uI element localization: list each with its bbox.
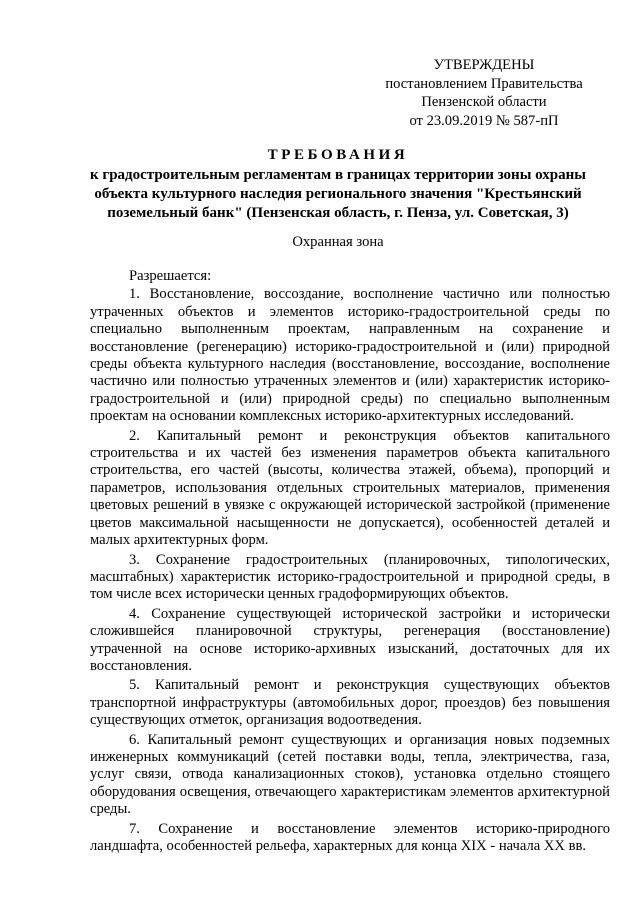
zone-heading: Охранная зона	[292, 234, 384, 250]
requirement-item: 1. Восстановление, воссоздание, восполнение частично или полностью утраченных объектов и элементов историко-градостроительной среды по специально выполненным проектам, направленным на сохранение и восстановление (регенерацию) историко-градостроительной и (или) природной среды объекта культурного наследия (восстановление, воссоздание, восполнение частично или полностью утраченных элементов и (или) характеристик историко-градостроительной и (или) природной среды) по специально выполненным проектам на основании комплексных историко-архитектурных исследований.	[90, 286, 610, 425]
title-heading: ТРЕБОВАНИЯ	[267, 147, 409, 163]
requirement-item: 2. Капитальный ремонт и реконструкция объектов капитального строительства и их частей без изменения параметров объекта капитального строительства, его частей (высоты, количества этажей, объема), пропорций и параметров, использования отдельных строительных материалов, применения цветовых решений в увязке с окружающей исторической застройкой (применение цветов максимальной насыщенности не допускается), особенностей деталей и малых архитектурных форм.	[90, 427, 610, 549]
requirement-item: 3. Сохранение градостроительных (планировочных, типологических, масштабных) характеристик историко-градостроительной и природной среды, в том числе всех исторически ценных градоформирующих объектов.	[90, 551, 610, 603]
requirements-body	[90, 268, 610, 857]
requirement-item: 6. Капитальный ремонт существующих и организация новых подземных инженерных коммуникаций (сетей поставки воды, тепла, электричества, газа, услуг связи, отвода канализационных стоков), установка отдельно стоящего оборудования освещения, отвечающего характеристикам элементов архитектурной среды.	[90, 731, 610, 818]
document-title	[70, 146, 606, 223]
approval-block	[360, 56, 608, 130]
requirement-item: 7. Сохранение и восстановление элементов историко-природного ландшафта, особенностей рельефа, характерных для конца XIX - начала XX вв.	[90, 820, 610, 854]
approval-line-4: от 23.09.2019 № 587-пП	[409, 112, 559, 129]
approval-line-1: УТВЕРЖДЕНЫ	[433, 57, 535, 73]
intro-text: Разрешается:	[129, 268, 212, 284]
approval-line-2: постановлением Правительства	[385, 75, 583, 92]
title-line-1: к градостроительным регламентам в границах территории зоны охраны	[90, 167, 586, 183]
approval-line-3: Пензенской области	[421, 94, 547, 110]
title-line-2: объекта культурного наследия регионального значения "Крестьянский	[94, 186, 582, 202]
requirement-item: 4. Сохранение существующей исторической застройки и исторически сложившейся планировочной структуры, регенерация (восстановление) утраченной на основе историко-архивных изысканий, достаточных для их восстановления.	[90, 605, 610, 674]
title-line-3: поземельный банк" (Пензенская область, г. Пенза, ул. Советская, 3)	[107, 205, 569, 221]
requirement-item: 5. Капитальный ремонт и реконструкция существующих объектов транспортной инфраструктуры (автомобильных дорог, проездов) без повышения существующих отметок, организация водоотведения.	[90, 677, 610, 729]
